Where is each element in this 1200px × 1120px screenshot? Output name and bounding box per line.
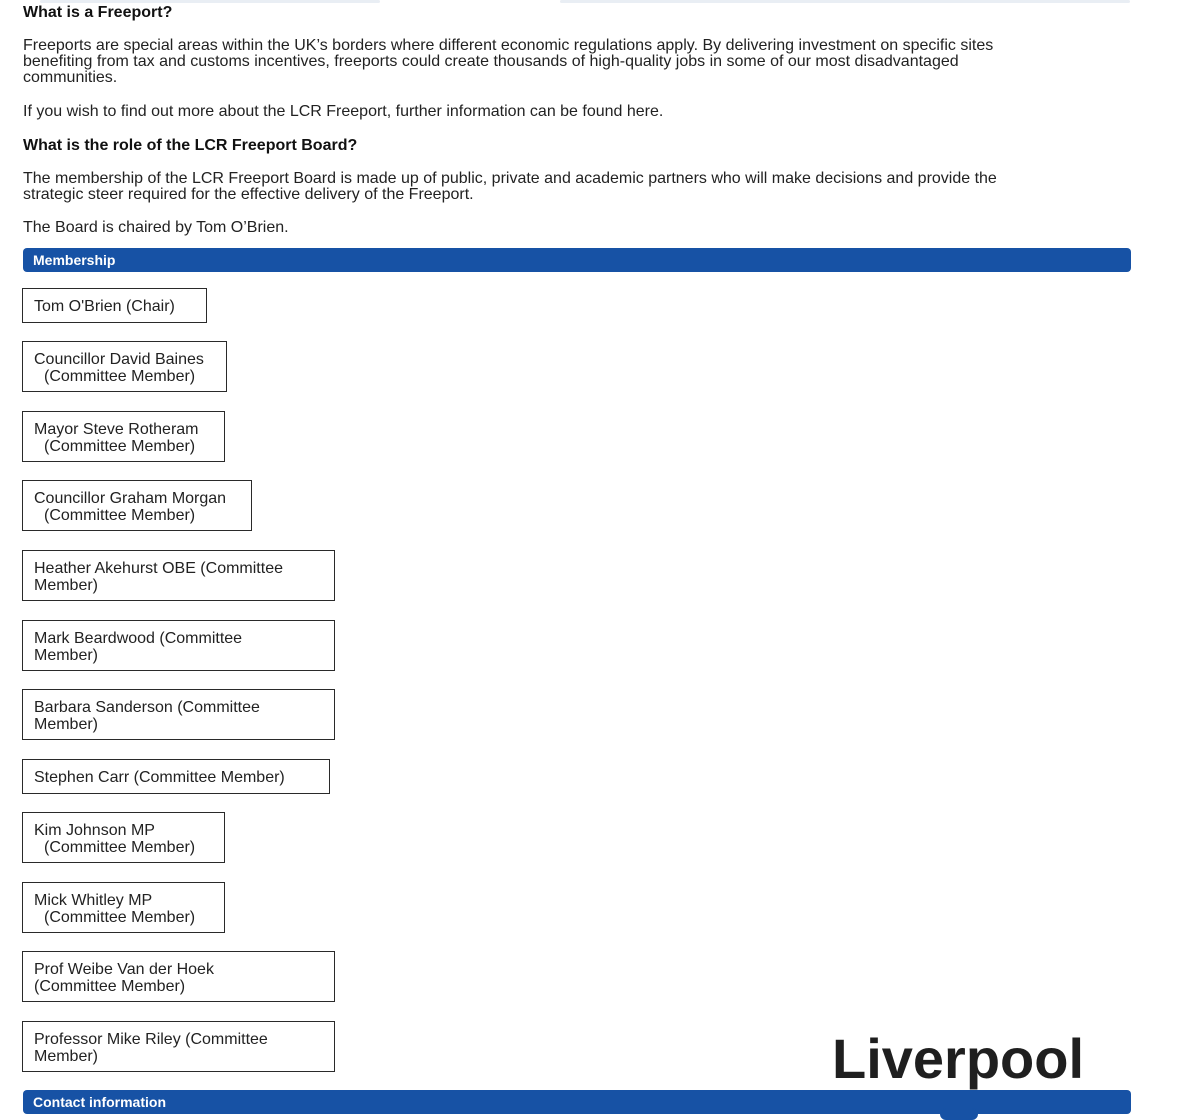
member-name: Barbara Sanderson (Committee	[34, 699, 260, 716]
member-role: Member)	[34, 1048, 99, 1065]
member-role: Member)	[34, 716, 99, 733]
membership-section-header[interactable]: Membership	[23, 248, 1131, 272]
member-role: Member)	[34, 577, 99, 594]
member-name: Stephen Carr (Committee Member)	[34, 769, 285, 786]
member-card-graham-morgan[interactable]	[22, 480, 252, 531]
scroll-handle[interactable]	[940, 1108, 978, 1120]
member-role: (Committee Member)	[44, 507, 196, 524]
member-role: Member)	[34, 647, 99, 664]
member-card-steve-rotheram[interactable]	[22, 411, 225, 462]
liverpool-logo: Liverpool	[832, 1027, 1085, 1090]
member-name: Councillor David Baines	[34, 351, 204, 368]
member-role: (Committee Member)	[44, 839, 196, 856]
member-name: Heather Akehurst OBE (Committee	[34, 560, 283, 577]
board-chair-statement: The Board is chaired by Tom O’Brien.	[23, 219, 289, 236]
member-name: Mayor Steve Rotheram	[34, 421, 199, 438]
member-name: Professor Mike Riley (Committee	[34, 1031, 268, 1048]
member-name: Councillor Graham Morgan	[34, 490, 227, 507]
member-name: Mick Whitley MP	[34, 892, 153, 909]
member-role: (Committee Member)	[44, 368, 196, 385]
board-description-line-1: The membership of the LCR Freeport Board is made up of public, private and academic partners who will make decisions and provide the	[23, 170, 997, 187]
freeport-description-line-1: Freeports are special areas within the UK’s borders where different economic regulations apply. By delivering investment on specific sites	[23, 37, 994, 54]
member-role: (Committee Member)	[44, 438, 196, 455]
member-name: Tom O'Brien (Chair)	[34, 298, 175, 315]
heading-role-of-board: What is the role of the LCR Freeport Board?	[23, 137, 358, 154]
member-role: (Committee Member)	[34, 978, 186, 995]
member-card-heather-akehurst[interactable]	[22, 550, 335, 601]
member-card-tom-obrien[interactable]	[22, 288, 207, 323]
heading-what-is-freeport: What is a Freeport?	[23, 4, 173, 21]
member-card-david-baines[interactable]	[22, 341, 227, 392]
freeport-description-line-2: benefiting from tax and customs incentives, freeports could create thousands of high-quality jobs in some of our most disadvantaged	[23, 53, 959, 70]
board-description-line-2: strategic steer required for the effective delivery of the Freeport.	[23, 186, 474, 203]
member-name: Mark Beardwood (Committee	[34, 630, 243, 647]
contact-information-section-header[interactable]: Contact information	[23, 1090, 1131, 1114]
freeport-description-line-3: communities.	[23, 69, 118, 86]
member-role: (Committee Member)	[44, 909, 196, 926]
board-description	[23, 171, 1133, 203]
member-card-barbara-sanderson[interactable]	[22, 689, 335, 740]
top-divider-right	[560, 0, 1130, 3]
member-card-mike-riley[interactable]	[22, 1021, 335, 1072]
member-card-mark-beardwood[interactable]	[22, 620, 335, 671]
member-name: Kim Johnson MP	[34, 822, 155, 839]
member-name: Prof Weibe Van der Hoek	[34, 961, 214, 978]
member-card-stephen-carr[interactable]	[22, 759, 330, 794]
freeport-description	[23, 38, 1133, 86]
member-card-mick-whitley[interactable]	[22, 882, 225, 933]
top-divider-left	[40, 0, 380, 3]
freeport-more-info: If you wish to find out more about the LCR Freeport, further information can be found here.	[23, 103, 664, 120]
member-card-kim-johnson[interactable]	[22, 812, 225, 863]
member-card-weibe-van-der-hoek[interactable]	[22, 951, 335, 1002]
